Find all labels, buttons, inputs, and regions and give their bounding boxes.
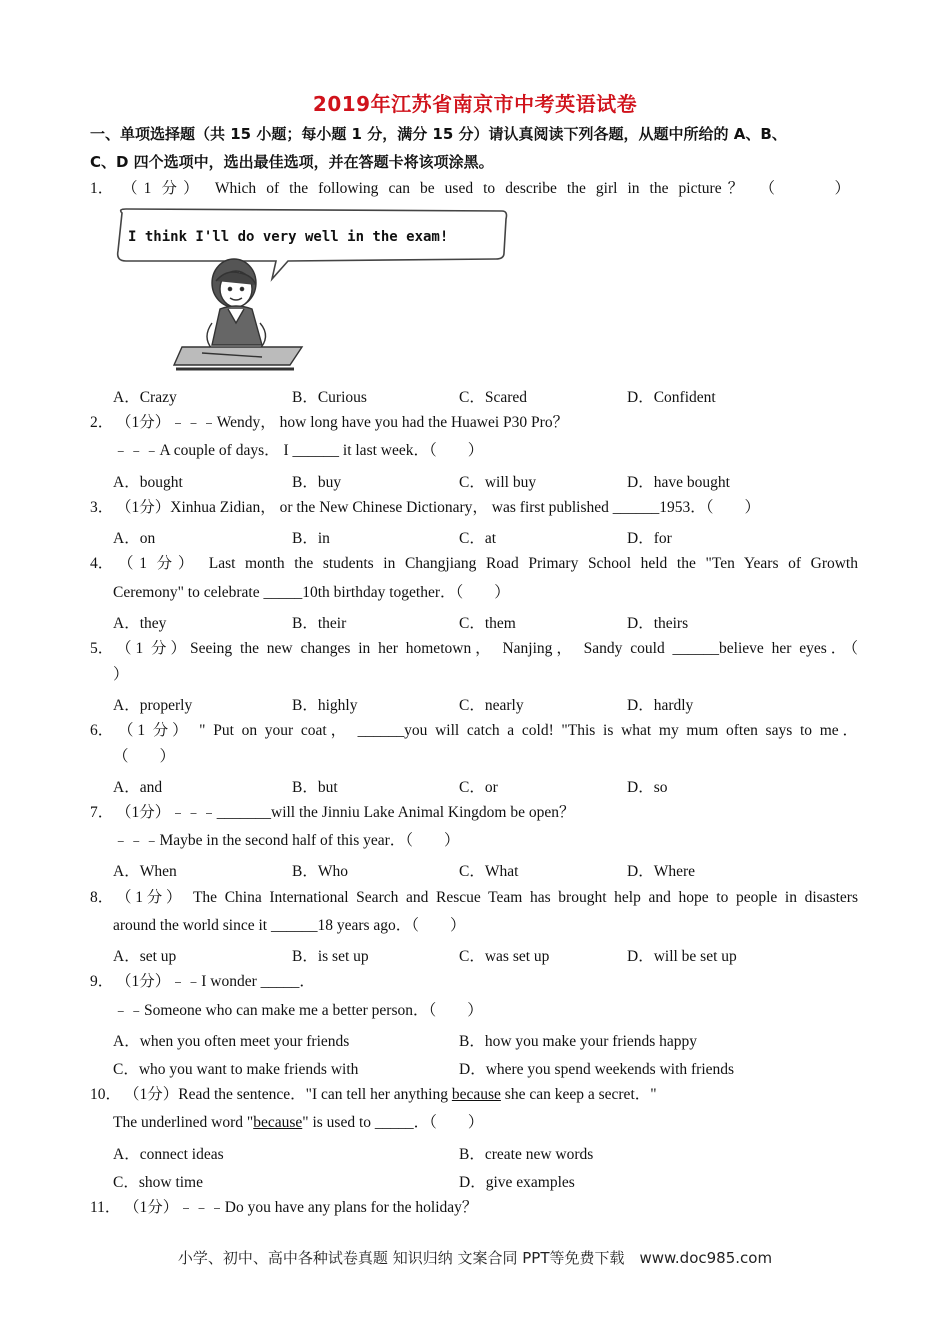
question-text: （1分）﹣﹣﹣Do you have any plans for the holiday？ <box>124 1199 478 1216</box>
question-text: （1分）﹣﹣﹣Wendy， how long have you had the Huawei P30 Pro？ <box>116 414 569 431</box>
question-text-line2: ﹣﹣Someone who can make me a better person．（ ） <box>113 1002 483 1019</box>
option-c: C．What <box>459 863 519 880</box>
option-b: B．how you make your friends happy <box>459 1033 698 1050</box>
option-c: C．who you want to make friends with <box>113 1061 359 1078</box>
option-d: D．theirs <box>627 615 689 632</box>
option-b: B．but <box>292 779 338 796</box>
question-text: （1分）﹣﹣﹣_______will the Jinniu Lake Animal Kingdom be open？ <box>116 804 575 821</box>
option-c: C．or <box>459 779 498 796</box>
question-number: 1． <box>90 180 114 197</box>
option-d: D．give examples <box>459 1174 575 1191</box>
option-a: A．and <box>113 779 163 796</box>
option-b: B．Curious <box>292 389 367 406</box>
section-heading-line1: 一、单项选择题（共 15 小题；每小题 1 分，满分 15 分）请认真阅读下列各题，从题中所给的 A、B、 <box>90 125 787 143</box>
question-text-line2: ﹣﹣﹣A couple of days． I ______ it last week．（ ） <box>113 442 484 459</box>
option-b: B．highly <box>292 697 358 714</box>
page-title: 2019年江苏省南京市中考英语试卷 <box>312 92 638 116</box>
section-heading-line2: C、D 四个选项中，选出最佳选项，并在答题卡将该项涂黑。 <box>90 153 494 171</box>
girl-drawing <box>174 259 302 369</box>
question-number: 4． <box>90 555 114 572</box>
question-number: 7． <box>90 804 114 821</box>
option-d: D．so <box>627 779 668 796</box>
option-a: A．when you often meet your friends <box>113 1033 350 1050</box>
option-a: A．set up <box>113 948 177 965</box>
question-text: （1 分）Seeing the new changes in her hometown， Nanjing， Sandy could ______believe her eyes．（ <box>116 640 858 657</box>
bubble-text: I think I'll do very well in the exam! <box>128 229 449 245</box>
option-c: C．show time <box>113 1174 203 1191</box>
option-d: D．Confident <box>627 389 716 406</box>
question-text-part: she can keep a secret．" <box>500 1086 657 1103</box>
underlined-word: because <box>253 1114 303 1131</box>
question-text: （1分）Xinhua Zidian， or the New Chinese Dictionary， was first published ______1953．（ ） <box>116 499 761 516</box>
question-text: （1 分） " Put on your coat， ______you will catch a cold! "This is what my mum often says to me． <box>118 722 858 739</box>
girl-picture <box>112 205 512 377</box>
option-c: C．them <box>459 615 516 632</box>
question-number: 6． <box>90 722 114 739</box>
question-number: 9． <box>90 973 114 990</box>
question-number: 8． <box>90 889 114 906</box>
option-b: B．Who <box>292 863 348 880</box>
option-b: B．buy <box>292 474 342 491</box>
question-number: 5． <box>90 640 114 657</box>
option-a: A．they <box>113 615 167 632</box>
question-number: 2． <box>90 414 114 431</box>
question-text <box>124 1085 657 1105</box>
question-text: （1 分） Last month the students in Changjiang Road Primary School held the "Ten Years of Growth <box>118 555 858 572</box>
option-a: A．properly <box>113 697 193 714</box>
option-b: B．create new words <box>459 1146 594 1163</box>
question-text-line2: ﹣﹣﹣Maybe in the second half of this year．（ ） <box>113 832 460 849</box>
option-c: C．nearly <box>459 697 524 714</box>
question-text-line2 <box>113 1113 483 1133</box>
question-text: （1 分） Which of the following can be used to describe the girl in the picture？ （ ） <box>122 180 850 197</box>
option-c: C．at <box>459 530 497 547</box>
option-d: D．where you spend weekends with friends <box>459 1061 735 1078</box>
option-b: B．in <box>292 530 330 547</box>
option-b: B．is set up <box>292 948 369 965</box>
option-a: A．bought <box>113 474 183 491</box>
option-c: C．will buy <box>459 474 537 491</box>
option-b: B．their <box>292 615 347 632</box>
question-text-part: （1分）Read the sentence．"I can tell her anything <box>124 1086 452 1103</box>
question-number: 10． <box>90 1086 122 1103</box>
footer-text: 小学、初中、高中各种试卷真题 知识归纳 文案合同 PPT等免费下载 www.doc985.com <box>177 1249 773 1267</box>
question-number: 3． <box>90 499 114 516</box>
option-d: D．have bought <box>627 474 730 491</box>
option-d: D．Where <box>627 863 695 880</box>
question-text-line2: （ ） <box>113 748 176 765</box>
option-c: C．was set up <box>459 948 550 965</box>
option-a: A．on <box>113 530 156 547</box>
question-text-line2: around the world since it ______18 years ago．（ ） <box>113 917 466 934</box>
question-text-part: " is used to _____．（ ） <box>302 1114 484 1131</box>
option-c: C．Scared <box>459 389 528 406</box>
question-text-line2: Ceremony" to celebrate _____10th birthday together．（ ） <box>113 584 510 601</box>
option-d: D．for <box>627 530 672 547</box>
question-text-line2: ） <box>113 666 129 683</box>
option-d: D．will be set up <box>627 948 737 965</box>
option-a: A．connect ideas <box>113 1146 224 1163</box>
question-text-part: The underlined word " <box>113 1114 254 1131</box>
option-a: A．When <box>113 863 177 880</box>
question-number: 11． <box>90 1199 121 1216</box>
question-text: （1分） The China International Search and Rescue Team has brought help and hope to people in disasters <box>116 889 858 906</box>
option-d: D．hardly <box>627 697 694 714</box>
question-text: （1分）﹣﹣I wonder _____． <box>116 973 315 990</box>
underlined-word: because <box>451 1086 501 1103</box>
option-a: A．Crazy <box>113 389 177 406</box>
